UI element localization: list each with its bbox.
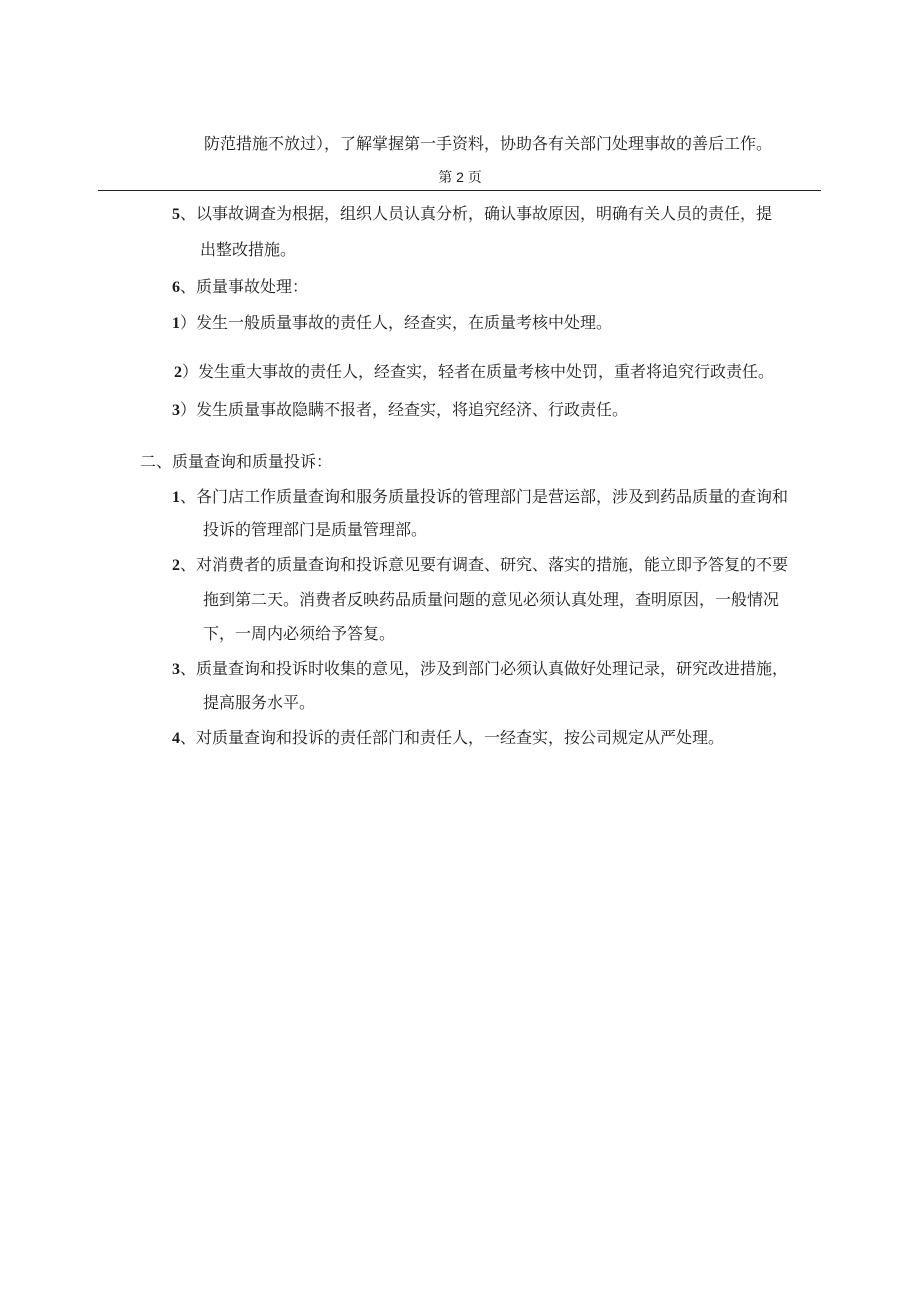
item-text: 、以事故调查为根据，组织人员认真分析，确认事故原因，明确有关人员的责任，提 — [180, 204, 773, 223]
item-number: 2 — [174, 364, 182, 381]
list-item-5-continuation: 出整改措施。 — [200, 240, 297, 259]
sub-item-3 — [172, 400, 628, 421]
list-item-2 — [172, 555, 788, 576]
item-text: 、对质量查询和投诉的责任部门和责任人，一经查实，按公司规定从严处理。 — [180, 728, 725, 747]
list-item-3 — [172, 659, 788, 680]
page-footer: 第 2 页 — [438, 169, 482, 185]
item-number: 3 — [172, 661, 180, 678]
list-item-3-continuation: 提高服务水平。 — [203, 693, 316, 712]
item-number: 2 — [172, 557, 180, 574]
item-number: 3 — [172, 402, 180, 419]
item-number: 1 — [172, 315, 180, 332]
item-text: ）发生质量事故隐瞒不报者，经查实，将追究经济、行政责任。 — [180, 400, 629, 419]
list-item-1-continuation: 投诉的管理部门是质量管理部。 — [203, 520, 428, 539]
list-item-2-continuation: 下，一周内必须给予答复。 — [203, 624, 396, 643]
sub-item-1 — [172, 313, 612, 334]
item-text: 、对消费者的质量查询和投诉意见要有调查、研究、落实的措施，能立即予答复的不要 — [180, 555, 789, 574]
page-divider — [98, 190, 821, 191]
list-item-6 — [172, 277, 308, 298]
item-number: 4 — [172, 730, 180, 747]
item-text: 、各门店工作质量查询和服务质量投诉的管理部门是营运部，涉及到药品质量的查询和 — [180, 487, 789, 506]
list-item-5 — [172, 204, 772, 225]
section-heading: 二、质量查询和质量投诉： — [140, 452, 333, 471]
item-text: ）发生一般质量事故的责任人，经查实，在质量考核中处理。 — [180, 313, 613, 332]
item-text: ）发生重大事故的责任人，经查实，轻者在质量考核中处罚，重者将追究行政责任。 — [182, 362, 775, 381]
continued-paragraph: 防范措施不放过），了解掌握第一手资料，协助各有关部门处理事故的善后工作。 — [204, 134, 773, 153]
item-number: 1 — [172, 489, 180, 506]
list-item-2-continuation: 拖到第二天。消费者反映药品质量问题的意见必须认真处理，查明原因，一般情况 — [203, 590, 780, 609]
list-item-1 — [172, 487, 788, 508]
item-text: 、质量查询和投诉时收集的意见，涉及到部门必须认真做好处理记录，研究改进措施， — [180, 659, 789, 678]
item-number: 6 — [172, 279, 180, 296]
item-number: 5 — [172, 206, 180, 223]
item-text: 、质量事故处理： — [180, 277, 309, 296]
list-item-4 — [172, 728, 724, 749]
sub-item-2 — [174, 362, 774, 383]
